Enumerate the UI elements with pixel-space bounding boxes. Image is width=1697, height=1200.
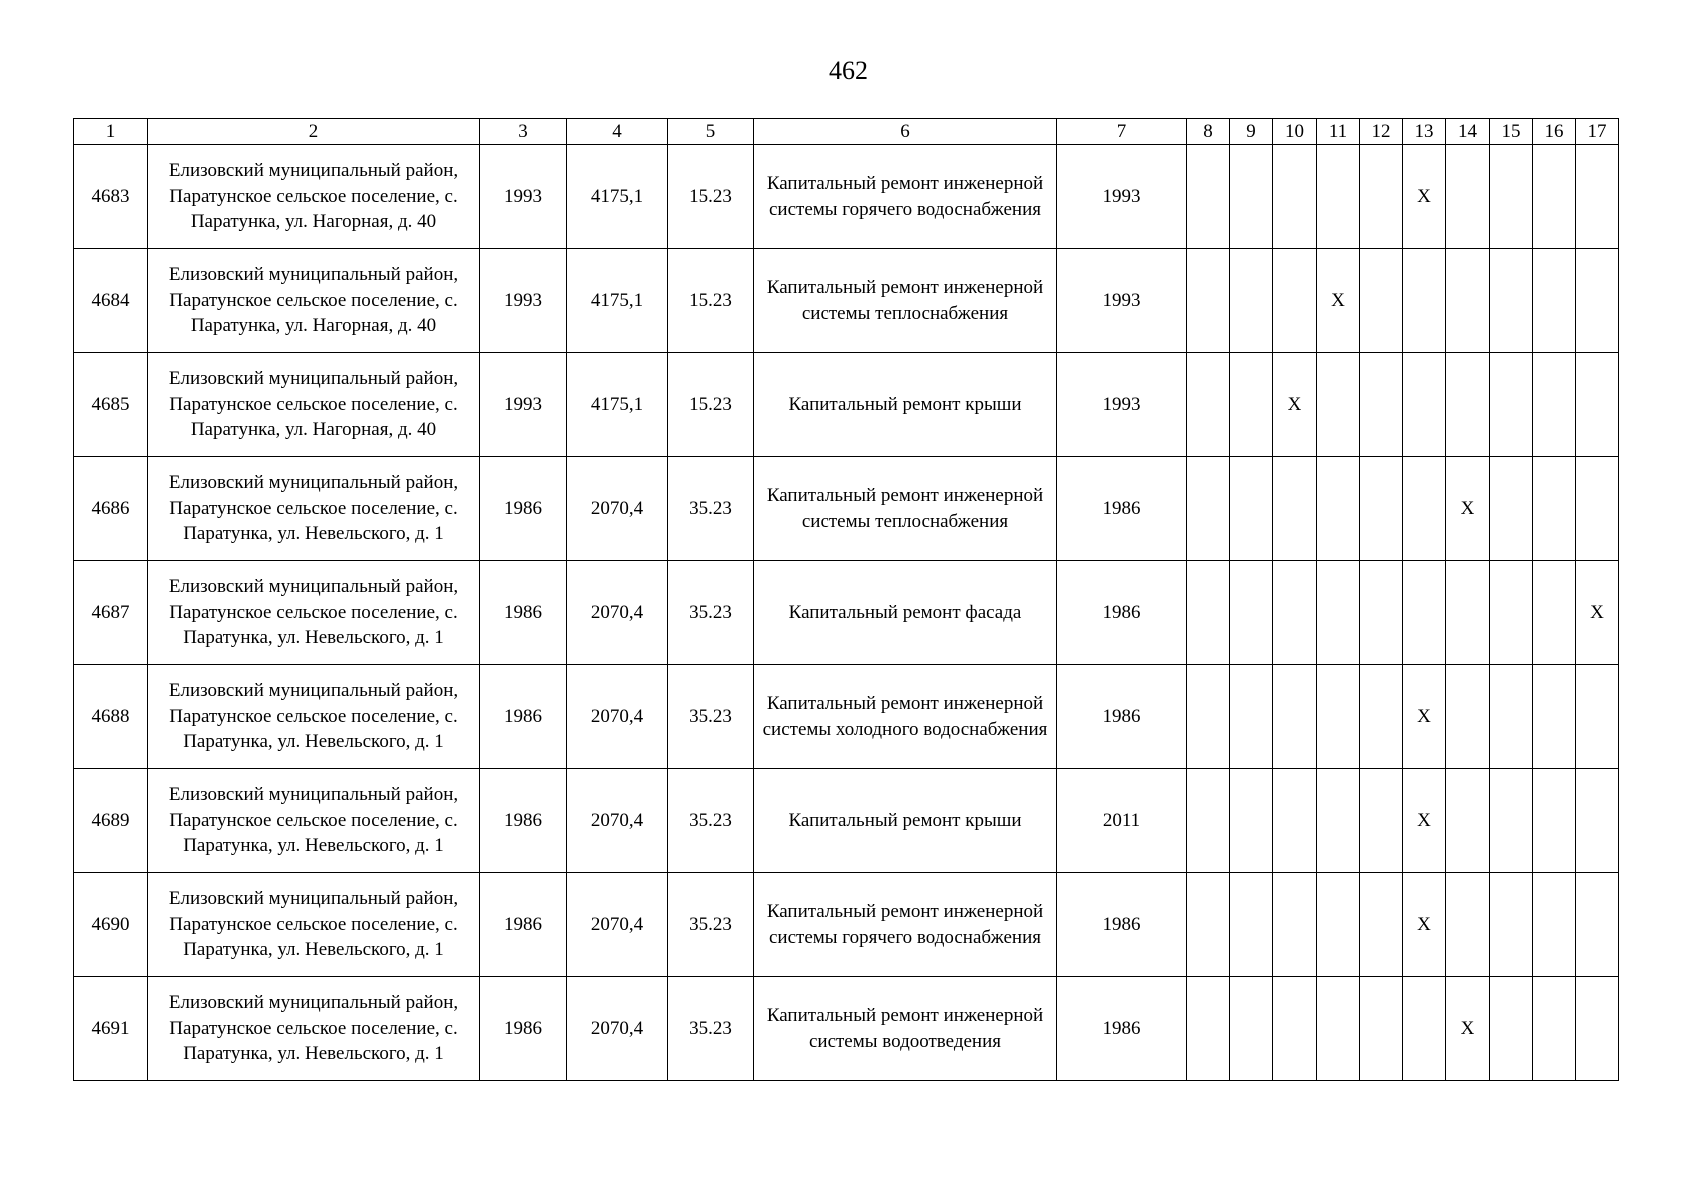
build-year-cell: 1986 [480, 457, 567, 561]
last-repair-year-cell: 1993 [1057, 145, 1187, 249]
period-mark-cell-16 [1533, 353, 1576, 457]
period-mark-cell-13 [1403, 561, 1446, 665]
table-row [74, 873, 1619, 977]
period-mark-cell-15 [1490, 561, 1533, 665]
period-mark-cell-16 [1533, 769, 1576, 873]
period-mark-cell-8 [1187, 769, 1230, 873]
last-repair-year-cell: 2011 [1057, 769, 1187, 873]
area-cell: 2070,4 [567, 769, 668, 873]
row-number-cell: 4689 [74, 769, 148, 873]
period-mark-cell-17: X [1576, 561, 1619, 665]
period-mark-cell-11 [1317, 665, 1360, 769]
period-mark-cell-10 [1273, 145, 1317, 249]
period-mark-cell-10 [1273, 457, 1317, 561]
column-number-11: 11 [1317, 119, 1360, 145]
period-mark-cell-17 [1576, 665, 1619, 769]
last-repair-year-cell: 1986 [1057, 457, 1187, 561]
address-cell: Елизовский муниципальный район, Паратунское сельское поселение, с. Паратунка, ул. Нагорная, д. 40 [148, 249, 480, 353]
period-mark-cell-16 [1533, 977, 1576, 1081]
period-mark-cell-17 [1576, 145, 1619, 249]
period-mark-cell-16 [1533, 873, 1576, 977]
wear-cell: 15.23 [668, 249, 754, 353]
period-mark-cell-14 [1446, 561, 1490, 665]
period-mark-cell-12 [1360, 457, 1403, 561]
period-mark-cell-15 [1490, 457, 1533, 561]
period-mark-cell-10 [1273, 561, 1317, 665]
period-mark-cell-11 [1317, 353, 1360, 457]
period-mark-cell-12 [1360, 145, 1403, 249]
column-number-1: 1 [74, 119, 148, 145]
period-mark-cell-15 [1490, 977, 1533, 1081]
period-mark-cell-14 [1446, 873, 1490, 977]
period-mark-cell-15 [1490, 353, 1533, 457]
address-cell: Елизовский муниципальный район, Паратунское сельское поселение, с. Паратунка, ул. Невельского, д. 1 [148, 561, 480, 665]
period-mark-cell-9 [1230, 145, 1273, 249]
period-mark-cell-9 [1230, 561, 1273, 665]
period-mark-cell-10 [1273, 873, 1317, 977]
work-type-cell: Капитальный ремонт инженерной системы холодного водоснабжения [754, 665, 1057, 769]
period-mark-cell-10 [1273, 977, 1317, 1081]
period-mark-cell-14 [1446, 249, 1490, 353]
last-repair-year-cell: 1986 [1057, 665, 1187, 769]
period-mark-cell-14 [1446, 769, 1490, 873]
address-cell: Елизовский муниципальный район, Паратунское сельское поселение, с. Паратунка, ул. Невельского, д. 1 [148, 769, 480, 873]
period-mark-cell-8 [1187, 353, 1230, 457]
address-cell: Елизовский муниципальный район, Паратунское сельское поселение, с. Паратунка, ул. Нагорная, д. 40 [148, 353, 480, 457]
column-number-9: 9 [1230, 119, 1273, 145]
period-mark-cell-15 [1490, 145, 1533, 249]
period-mark-cell-10 [1273, 249, 1317, 353]
period-mark-cell-12 [1360, 873, 1403, 977]
address-cell: Елизовский муниципальный район, Паратунское сельское поселение, с. Паратунка, ул. Невельского, д. 1 [148, 665, 480, 769]
period-mark-cell-10: X [1273, 353, 1317, 457]
wear-cell: 35.23 [668, 769, 754, 873]
work-type-cell: Капитальный ремонт инженерной системы теплоснабжения [754, 249, 1057, 353]
column-number-7: 7 [1057, 119, 1187, 145]
period-mark-cell-16 [1533, 457, 1576, 561]
row-number-cell: 4685 [74, 353, 148, 457]
period-mark-cell-12 [1360, 249, 1403, 353]
table-row [74, 249, 1619, 353]
period-mark-cell-8 [1187, 561, 1230, 665]
column-number-2: 2 [148, 119, 480, 145]
period-mark-cell-8 [1187, 249, 1230, 353]
last-repair-year-cell: 1993 [1057, 249, 1187, 353]
period-mark-cell-17 [1576, 873, 1619, 977]
period-mark-cell-11 [1317, 769, 1360, 873]
work-type-cell: Капитальный ремонт инженерной системы теплоснабжения [754, 457, 1057, 561]
column-number-5: 5 [668, 119, 754, 145]
page-number: 462 [829, 56, 868, 85]
period-mark-cell-14 [1446, 353, 1490, 457]
table-body [74, 145, 1619, 1081]
column-number-6: 6 [754, 119, 1057, 145]
period-mark-cell-15 [1490, 769, 1533, 873]
area-cell: 4175,1 [567, 145, 668, 249]
period-mark-cell-15 [1490, 873, 1533, 977]
period-mark-cell-12 [1360, 977, 1403, 1081]
period-mark-cell-11 [1317, 977, 1360, 1081]
table-row [74, 145, 1619, 249]
column-number-17: 17 [1576, 119, 1619, 145]
period-mark-cell-17 [1576, 977, 1619, 1081]
period-mark-cell-15 [1490, 665, 1533, 769]
last-repair-year-cell: 1986 [1057, 561, 1187, 665]
area-cell: 2070,4 [567, 561, 668, 665]
build-year-cell: 1993 [480, 249, 567, 353]
table-row [74, 561, 1619, 665]
build-year-cell: 1986 [480, 665, 567, 769]
period-mark-cell-9 [1230, 873, 1273, 977]
period-mark-cell-17 [1576, 353, 1619, 457]
build-year-cell: 1986 [480, 561, 567, 665]
work-type-cell: Капитальный ремонт фасада [754, 561, 1057, 665]
period-mark-cell-14: X [1446, 457, 1490, 561]
table-row [74, 353, 1619, 457]
column-number-14: 14 [1446, 119, 1490, 145]
period-mark-cell-11 [1317, 457, 1360, 561]
column-number-10: 10 [1273, 119, 1317, 145]
wear-cell: 35.23 [668, 665, 754, 769]
area-cell: 2070,4 [567, 665, 668, 769]
area-cell: 2070,4 [567, 873, 668, 977]
row-number-cell: 4683 [74, 145, 148, 249]
last-repair-year-cell: 1993 [1057, 353, 1187, 457]
period-mark-cell-9 [1230, 249, 1273, 353]
period-mark-cell-10 [1273, 665, 1317, 769]
work-type-cell: Капитальный ремонт инженерной системы водоотведения [754, 977, 1057, 1081]
period-mark-cell-9 [1230, 977, 1273, 1081]
period-mark-cell-12 [1360, 665, 1403, 769]
period-mark-cell-11 [1317, 145, 1360, 249]
period-mark-cell-8 [1187, 873, 1230, 977]
period-mark-cell-8 [1187, 665, 1230, 769]
table-row [74, 977, 1619, 1081]
area-cell: 4175,1 [567, 249, 668, 353]
row-number-cell: 4688 [74, 665, 148, 769]
period-mark-cell-15 [1490, 249, 1533, 353]
wear-cell: 15.23 [668, 145, 754, 249]
column-number-3: 3 [480, 119, 567, 145]
period-mark-cell-16 [1533, 249, 1576, 353]
period-mark-cell-17 [1576, 769, 1619, 873]
table-row [74, 457, 1619, 561]
address-cell: Елизовский муниципальный район, Паратунское сельское поселение, с. Паратунка, ул. Нагорная, д. 40 [148, 145, 480, 249]
period-mark-cell-17 [1576, 249, 1619, 353]
period-mark-cell-9 [1230, 769, 1273, 873]
column-number-15: 15 [1490, 119, 1533, 145]
column-number-16: 16 [1533, 119, 1576, 145]
period-mark-cell-8 [1187, 145, 1230, 249]
period-mark-cell-13 [1403, 353, 1446, 457]
period-mark-cell-9 [1230, 457, 1273, 561]
build-year-cell: 1986 [480, 977, 567, 1081]
table-row [74, 769, 1619, 873]
period-mark-cell-14 [1446, 145, 1490, 249]
column-number-row [74, 119, 1619, 145]
row-number-cell: 4686 [74, 457, 148, 561]
build-year-cell: 1993 [480, 145, 567, 249]
wear-cell: 35.23 [668, 561, 754, 665]
column-number-4: 4 [567, 119, 668, 145]
column-number-13: 13 [1403, 119, 1446, 145]
period-mark-cell-13: X [1403, 873, 1446, 977]
period-mark-cell-12 [1360, 353, 1403, 457]
period-mark-cell-13 [1403, 457, 1446, 561]
period-mark-cell-9 [1230, 665, 1273, 769]
table-row [74, 665, 1619, 769]
address-cell: Елизовский муниципальный район, Паратунское сельское поселение, с. Паратунка, ул. Невельского, д. 1 [148, 977, 480, 1081]
column-number-8: 8 [1187, 119, 1230, 145]
address-cell: Елизовский муниципальный район, Паратунское сельское поселение, с. Паратунка, ул. Невельского, д. 1 [148, 457, 480, 561]
period-mark-cell-14 [1446, 665, 1490, 769]
period-mark-cell-12 [1360, 769, 1403, 873]
build-year-cell: 1993 [480, 353, 567, 457]
period-mark-cell-13: X [1403, 145, 1446, 249]
wear-cell: 15.23 [668, 353, 754, 457]
period-mark-cell-13 [1403, 977, 1446, 1081]
area-cell: 4175,1 [567, 353, 668, 457]
period-mark-cell-11 [1317, 561, 1360, 665]
period-mark-cell-14: X [1446, 977, 1490, 1081]
period-mark-cell-16 [1533, 145, 1576, 249]
capital-repair-table [73, 118, 1619, 1081]
period-mark-cell-13: X [1403, 769, 1446, 873]
row-number-cell: 4690 [74, 873, 148, 977]
wear-cell: 35.23 [668, 873, 754, 977]
row-number-cell: 4684 [74, 249, 148, 353]
last-repair-year-cell: 1986 [1057, 977, 1187, 1081]
period-mark-cell-13 [1403, 249, 1446, 353]
build-year-cell: 1986 [480, 873, 567, 977]
period-mark-cell-16 [1533, 665, 1576, 769]
period-mark-cell-9 [1230, 353, 1273, 457]
period-mark-cell-17 [1576, 457, 1619, 561]
last-repair-year-cell: 1986 [1057, 873, 1187, 977]
work-type-cell: Капитальный ремонт инженерной системы горячего водоснабжения [754, 873, 1057, 977]
row-number-cell: 4691 [74, 977, 148, 1081]
period-mark-cell-12 [1360, 561, 1403, 665]
work-type-cell: Капитальный ремонт крыши [754, 769, 1057, 873]
wear-cell: 35.23 [668, 977, 754, 1081]
work-type-cell: Капитальный ремонт инженерной системы горячего водоснабжения [754, 145, 1057, 249]
period-mark-cell-8 [1187, 457, 1230, 561]
row-number-cell: 4687 [74, 561, 148, 665]
period-mark-cell-10 [1273, 769, 1317, 873]
address-cell: Елизовский муниципальный район, Паратунское сельское поселение, с. Паратунка, ул. Невельского, д. 1 [148, 873, 480, 977]
column-number-12: 12 [1360, 119, 1403, 145]
build-year-cell: 1986 [480, 769, 567, 873]
wear-cell: 35.23 [668, 457, 754, 561]
area-cell: 2070,4 [567, 457, 668, 561]
period-mark-cell-11: X [1317, 249, 1360, 353]
period-mark-cell-11 [1317, 873, 1360, 977]
area-cell: 2070,4 [567, 977, 668, 1081]
period-mark-cell-8 [1187, 977, 1230, 1081]
work-type-cell: Капитальный ремонт крыши [754, 353, 1057, 457]
period-mark-cell-13: X [1403, 665, 1446, 769]
period-mark-cell-16 [1533, 561, 1576, 665]
